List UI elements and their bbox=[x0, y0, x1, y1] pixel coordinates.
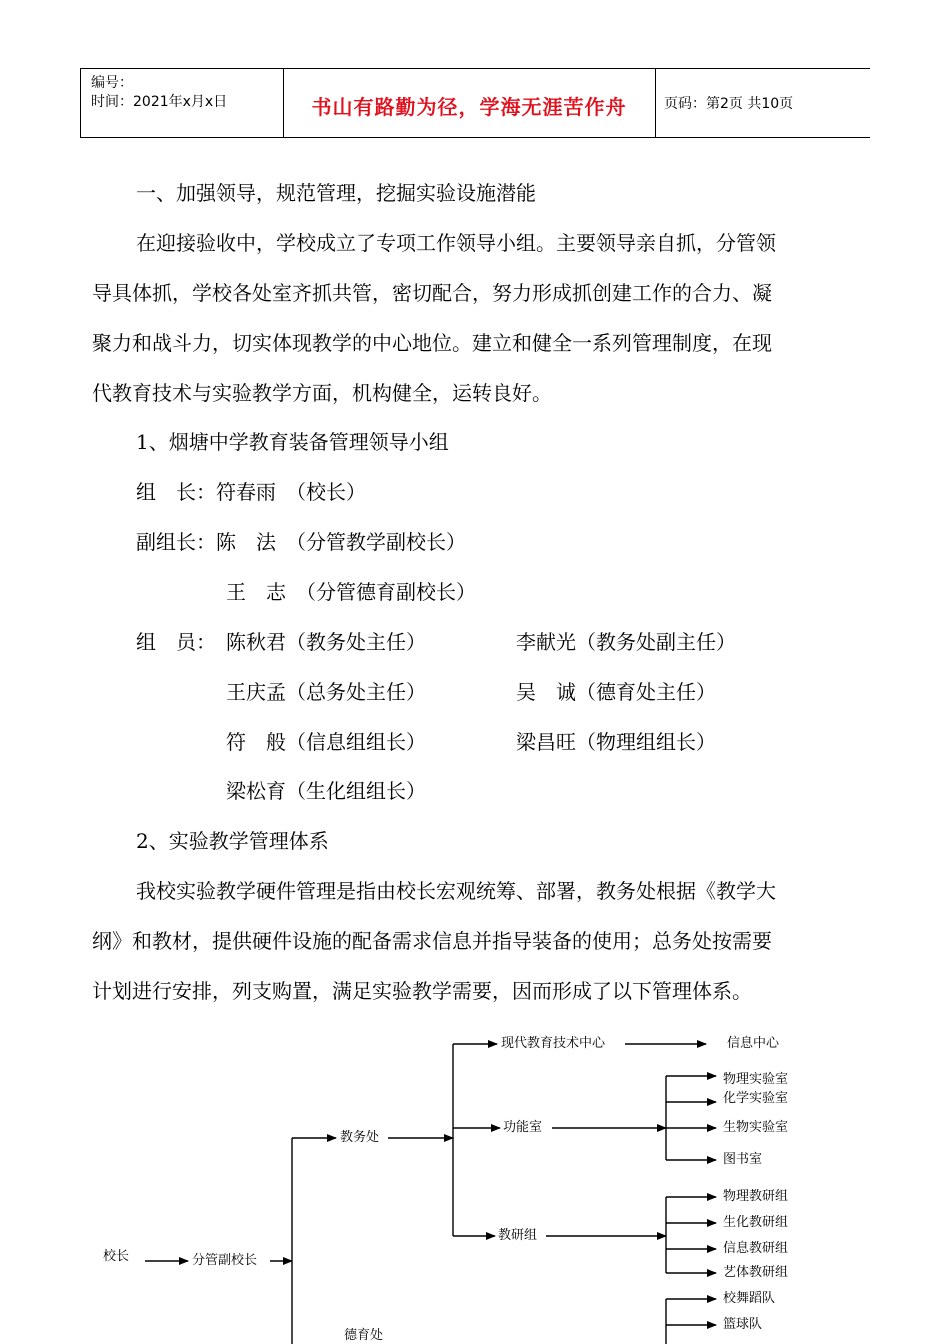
node-principal: 校长 bbox=[103, 1249, 130, 1264]
node-research-group: 物理教研组 bbox=[723, 1189, 789, 1204]
paragraph-line: 纲》和教材，提供硬件设施的配备需求信息并指导装备的使用；总务处按需要 bbox=[92, 929, 772, 953]
node-room: 物理实验室 bbox=[723, 1072, 789, 1087]
serial-label: 编号： bbox=[91, 75, 133, 91]
member-name: 梁昌旺（物理组组长） bbox=[516, 730, 716, 754]
node-research-group: 生化教研组 bbox=[723, 1215, 789, 1230]
node-vice-principal: 分管副校长 bbox=[192, 1253, 258, 1268]
node-moral-office: 德育处 bbox=[344, 1328, 384, 1343]
subheading: 1、烟塘中学教育装备管理领导小组 bbox=[136, 430, 449, 454]
deputy-line: 王 志 （分管德育副校长） bbox=[226, 580, 476, 604]
header-meta-cell bbox=[80, 69, 284, 137]
paragraph-line: 在迎接验收中，学校成立了专项工作领导小组。主要领导亲自抓，分管领 bbox=[136, 231, 776, 255]
member-name: 李献光（教务处副主任） bbox=[516, 630, 736, 654]
paragraph-line: 导具体抓，学校各处室齐抓共管，密切配合，努力形成抓创建工作的合力、凝 bbox=[92, 281, 772, 305]
node-room: 化学实验室 bbox=[723, 1091, 789, 1106]
paragraph-line: 我校实验教学硬件管理是指由校长宏观统筹、部署，教务处根据《教学大 bbox=[136, 879, 776, 903]
member-name: 梁松育（生化组组长） bbox=[226, 779, 426, 803]
member-name: 陈秋君（教务处主任） bbox=[226, 630, 426, 654]
header-motto-cell bbox=[283, 69, 656, 137]
deputy-line: 副组长：陈 法 （分管教学副校长） bbox=[136, 530, 466, 554]
node-edu-tech-center: 现代教育技术中心 bbox=[501, 1036, 606, 1051]
motto: 书山有路勤为径，学海无涯苦作舟 bbox=[311, 95, 627, 119]
leader-line: 组 长：符春雨 （校长） bbox=[136, 480, 366, 504]
members-prefix: 组 员： bbox=[136, 630, 216, 654]
node-research-group: 信息教研组 bbox=[723, 1241, 789, 1256]
node-room: 生物实验室 bbox=[723, 1120, 789, 1135]
member-name: 王庆孟（总务处主任） bbox=[226, 680, 426, 704]
org-chart bbox=[0, 1020, 950, 1344]
node-function-rooms: 功能室 bbox=[503, 1120, 543, 1135]
org-chart-lines bbox=[0, 1020, 950, 1344]
paragraph-line: 代教育技术与实验教学方面，机构健全，运转良好。 bbox=[92, 381, 552, 405]
paragraph-line: 聚力和战斗力，切实体现教学的中心地位。建立和健全一系列管理制度，在现 bbox=[92, 331, 772, 355]
header-page-cell bbox=[656, 69, 870, 137]
node-research-group: 艺体教研组 bbox=[723, 1265, 789, 1280]
page-header bbox=[80, 68, 870, 138]
member-name: 吴 诚（德育处主任） bbox=[516, 680, 716, 704]
paragraph-line: 计划进行安排，列支购置，满足实验教学需要，因而形成了以下管理体系。 bbox=[92, 979, 752, 1003]
node-team: 篮球队 bbox=[723, 1317, 763, 1332]
node-team: 校舞蹈队 bbox=[723, 1291, 776, 1306]
member-name: 符 般（信息组组长） bbox=[226, 730, 426, 754]
section-title: 一、加强领导，规范管理，挖掘实验设施潜能 bbox=[136, 181, 536, 205]
page-info: 页码：第2页 共10页 bbox=[664, 96, 794, 112]
subheading: 2、实验教学管理体系 bbox=[136, 829, 329, 853]
date-label: 时间：2021年x月x日 bbox=[91, 94, 228, 110]
node-info-center: 信息中心 bbox=[727, 1036, 780, 1051]
node-room: 图书室 bbox=[723, 1152, 763, 1167]
node-academic-office: 教务处 bbox=[340, 1130, 380, 1145]
node-research-groups: 教研组 bbox=[498, 1228, 538, 1243]
